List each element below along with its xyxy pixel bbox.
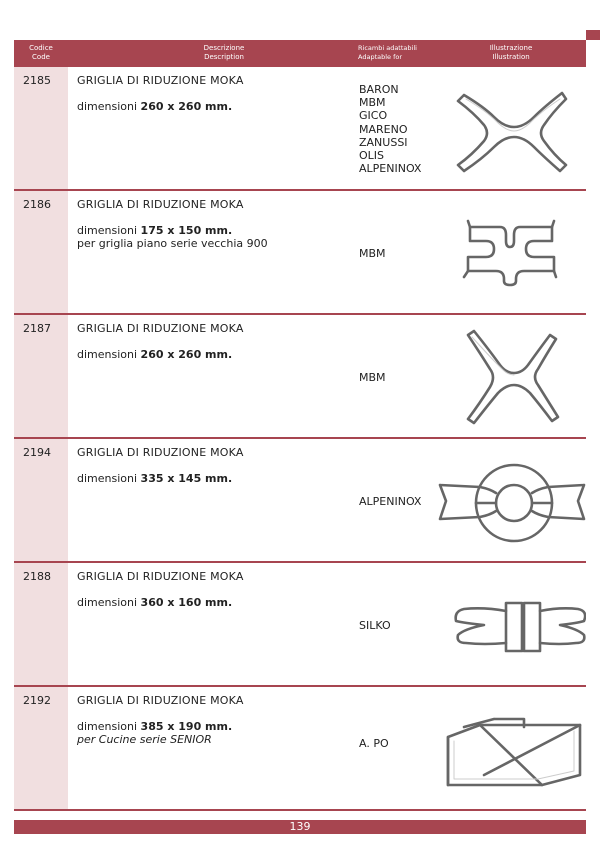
table-row — [14, 67, 586, 191]
header-adaptable — [358, 44, 458, 62]
dimensions-label: dimensioni — [77, 596, 141, 609]
product-code: 2186 — [23, 198, 51, 211]
table-row — [14, 315, 586, 439]
page-number: 139 — [289, 820, 311, 833]
dimensions-value: 260 x 260 mm. — [140, 348, 233, 361]
dimensions-value: 360 x 160 mm. — [140, 596, 233, 609]
adaptable-brand: MBM — [359, 371, 386, 384]
adaptable-brand: OLIS — [359, 149, 385, 163]
adaptable-list — [359, 737, 389, 750]
dimensions-label: dimensioni — [77, 224, 141, 237]
product-code: 2188 — [23, 570, 51, 583]
adaptable-brand: MARENO — [359, 122, 408, 136]
dimensions-label: dimensioni — [77, 720, 141, 733]
dimensions-value: 260 x 260 mm. — [140, 100, 233, 113]
adaptable-brand: ALPENINOX — [359, 162, 422, 176]
bar-frame-grid-illustration — [434, 697, 586, 803]
adaptable-list — [359, 619, 391, 632]
product-dimensions — [77, 720, 232, 733]
x-shaped-grid-illustration — [434, 325, 586, 431]
dimensions-value: 175 x 150 mm. — [140, 224, 233, 237]
header-code-en: Code — [32, 53, 50, 61]
header-illu-it: Illustrazione — [489, 44, 533, 52]
rectangular-grid-illustration — [434, 201, 586, 307]
adaptable-brand: ALPENINOX — [359, 495, 422, 508]
header-adapt-it: Ricambi adattabili — [358, 44, 417, 52]
adaptable-list — [359, 495, 421, 508]
x-shaped-grid-illustration — [434, 77, 586, 183]
header-code-it: Codice — [29, 44, 53, 52]
header-desc-en: Description — [204, 53, 244, 61]
header-code — [14, 44, 68, 62]
product-dimensions — [77, 224, 232, 237]
product-title: GRIGLIA DI RIDUZIONE MOKA — [77, 570, 244, 583]
adaptable-list — [359, 371, 386, 384]
product-title: GRIGLIA DI RIDUZIONE MOKA — [77, 694, 244, 707]
header-illustration — [466, 44, 556, 62]
header-description — [164, 44, 284, 62]
dimensions-label: dimensioni — [77, 472, 141, 485]
table-row — [14, 191, 586, 315]
dimensions-label: dimensioni — [77, 348, 141, 361]
table-row — [14, 563, 586, 687]
dimensions-value: 335 x 145 mm. — [140, 472, 233, 485]
product-title: GRIGLIA DI RIDUZIONE MOKA — [77, 74, 244, 87]
adaptable-brand: MBM — [359, 96, 386, 110]
row-divider — [14, 809, 586, 811]
header-tab — [586, 30, 600, 40]
adaptable-list — [359, 247, 386, 260]
adaptable-brand: SILKO — [359, 619, 391, 632]
adaptable-brand: BARON — [359, 83, 399, 96]
table-row — [14, 687, 586, 811]
product-dimensions — [77, 348, 232, 361]
header-adapt-en: Adaptable for — [358, 53, 403, 61]
product-note: per griglia piano serie vecchia 900 — [77, 237, 268, 250]
product-note: per Cucine serie SENIOR — [77, 733, 212, 746]
adaptable-brand: ZANUSSI — [359, 135, 408, 149]
adaptable-brand: GICO — [359, 109, 388, 123]
page-footer — [14, 820, 586, 834]
product-title: GRIGLIA DI RIDUZIONE MOKA — [77, 446, 244, 459]
dimensions-value: 385 x 190 mm. — [140, 720, 233, 733]
table-row — [14, 439, 586, 563]
product-code: 2187 — [23, 322, 51, 335]
dimensions-label: dimensioni — [77, 100, 141, 113]
header-illu-en: Illustration — [492, 53, 530, 61]
adaptable-brand: MBM — [359, 247, 386, 260]
product-dimensions — [77, 100, 232, 113]
table-header — [14, 40, 586, 67]
product-code: 2194 — [23, 446, 51, 459]
product-code: 2185 — [23, 74, 51, 87]
product-title: GRIGLIA DI RIDUZIONE MOKA — [77, 198, 244, 211]
ring-grid-illustration — [434, 449, 586, 555]
product-dimensions — [77, 596, 232, 609]
product-code: 2192 — [23, 694, 51, 707]
adaptable-list — [359, 83, 421, 175]
product-dimensions — [77, 472, 232, 485]
product-title: GRIGLIA DI RIDUZIONE MOKA — [77, 322, 244, 335]
header-desc-it: Descrizione — [203, 44, 245, 52]
adaptable-brand: A. PO — [359, 737, 389, 750]
bow-grid-illustration — [434, 573, 586, 679]
